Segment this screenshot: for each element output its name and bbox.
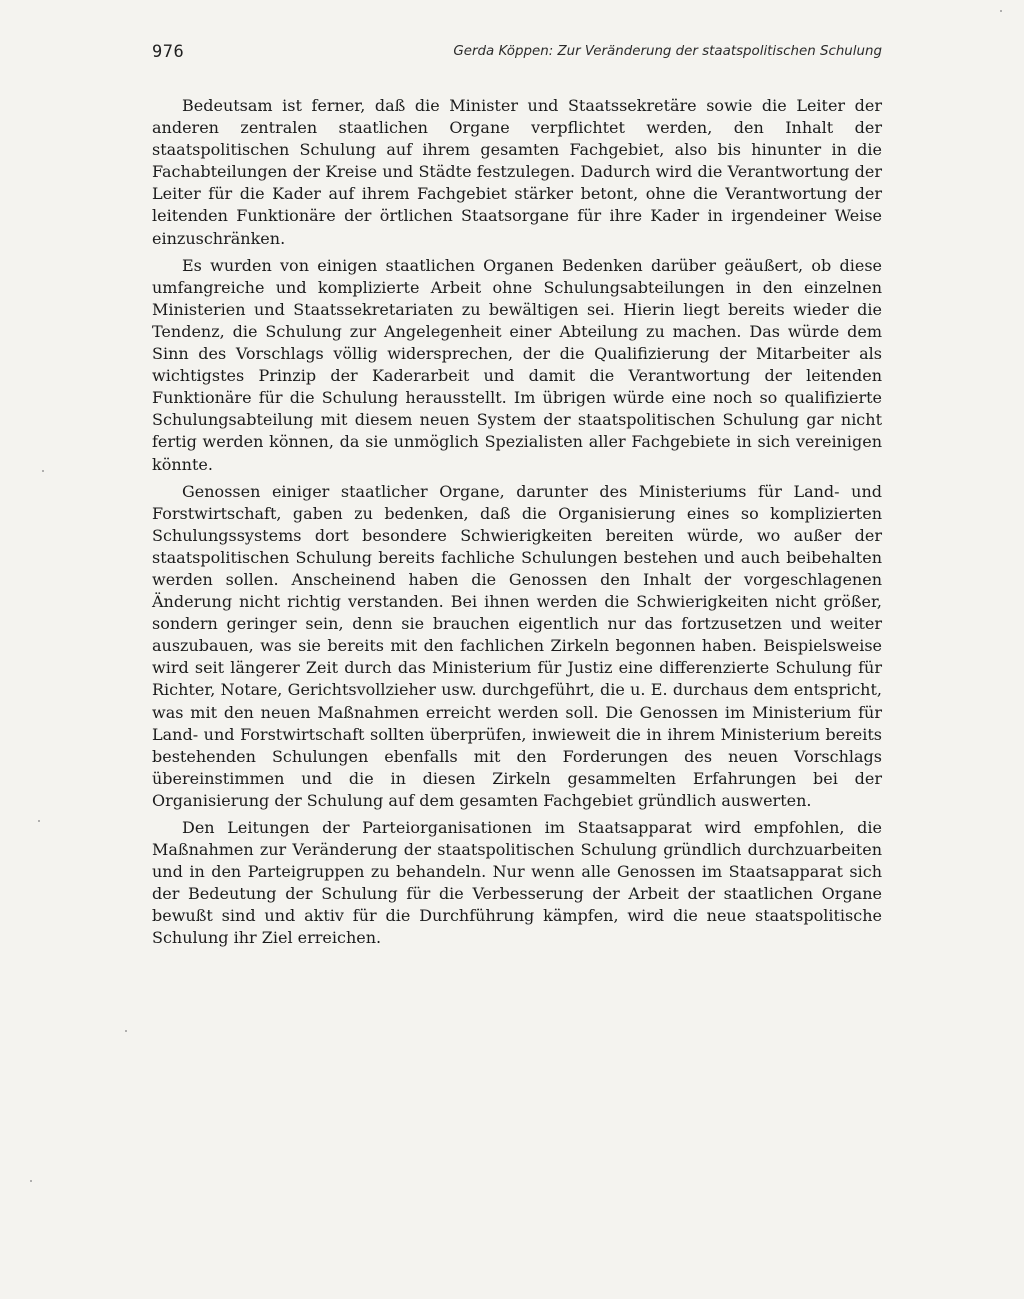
scan-speck	[1000, 10, 1002, 12]
body-text	[152, 95, 882, 950]
scan-speck	[30, 1180, 32, 1182]
paragraph: Den Leitungen der Parteiorganisationen im Staatsapparat wird empfohlen, die Maßnahmen zur Veränderung der staatspolitischen Schulung gründlich durchzuarbeiten und in den Parteigruppen zu behandeln. Nur wenn alle Genossen im Staatsapparat sich der Bedeutung der Schulung für die Verbesserung der Arbeit der staatlichen Organe bewußt sind und aktiv für die Durchführung kämpfen, wird die neue staatspolitische Schulung ihr Ziel erreichen.	[152, 818, 882, 948]
page-header	[152, 42, 882, 68]
page-number: 976	[152, 42, 185, 62]
scan-speck	[125, 1030, 127, 1032]
paragraph: Bedeutsam ist ferner, daß die Minister und Staatssekretäre sowie die Leiter der anderen zentralen staatlichen Organe verpflichtet werden, den Inhalt der staatspolitischen Schulung auf ihrem gesamten Fachgebiet, also bis hinunter in die Fachabteilungen der Kreise und Städte festzulegen. Dadurch wird die Verantwortung der Leiter für die Kader auf ihrem Fachgebiet stärker betont, ohne die Verantwortung der leitenden Funktionäre der örtlichen Staatsorgane für ihre Kader in irgendeiner Weise einzuschränken.	[152, 96, 882, 248]
running-title: Gerda Köppen: Zur Veränderung der staatspolitischen Schulung	[453, 44, 882, 59]
scan-speck	[42, 470, 44, 472]
paragraph: Es wurden von einigen staatlichen Organen Bedenken darüber geäußert, ob diese umfangreiche und komplizierte Arbeit ohne Schulungsabteilungen in den einzelnen Ministerien und Staatssekretariaten zu bewältigen sei. Hierin liegt bereits wieder die Tendenz, die Schulung zur Angelegenheit einer Abteilung zu machen. Das würde dem Sinn des Vorschlags völlig widersprechen, der die Qualifizierung der Mitarbeiter als wichtigstes Prinzip der Kaderarbeit und damit die Verantwortung der leitenden Funktionäre für die Schulung herausstellt. Im übrigen würde eine noch so qualifizierte Schulungsabteilung mit diesem neuen System der staatspolitischen Schulung gar nicht fertig werden können, da sie unmöglich Spezialisten aller Fachgebiete in sich vereinigen könnte.	[152, 255, 882, 474]
scan-speck	[38, 820, 40, 822]
paragraph: Genossen einiger staatlicher Organe, darunter des Ministeriums für Land- und Forstwirtschaft, gaben zu bedenken, daß die Organisierung eines so komplizierten Schulungssystems dort besondere Schwierigkeiten bereiten würde, wo außer der staatspolitischen Schulung bereits fachliche Schulungen bestehen und auch beibehalten werden sollen. Anscheinend haben die Genossen den Inhalt der vorgeschlagenen Änderung nicht richtig verstanden. Bei ihnen werden die Schwierigkeiten nicht größer, sondern geringer sein, denn sie brauchen eigentlich nur das fortzusetzen und weiter auszubauen, was sie bereits mit den fachlichen Zirkeln begonnen haben. Beispielsweise wird seit längerer Zeit durch das Ministerium für Justiz eine differenzierte Schulung für Richter, Notare, Gerichtsvollzieher usw. durchgeführt, die u. E. durchaus dem entspricht, was mit den neuen Maßnahmen erreicht werden soll. Die Genossen im Ministerium für Land- und Forstwirtschaft sollten überprüfen, inwieweit die in ihrem Ministerium bereits bestehenden Schulungen ebenfalls mit den Forderungen des neuen Vorschlags übereinstimmen und die in diesen Zirkeln gesammelten Erfahrungen bei der Organisierung der Schulung auf dem gesamten Fachgebiet gründlich auswerten.	[152, 481, 882, 810]
